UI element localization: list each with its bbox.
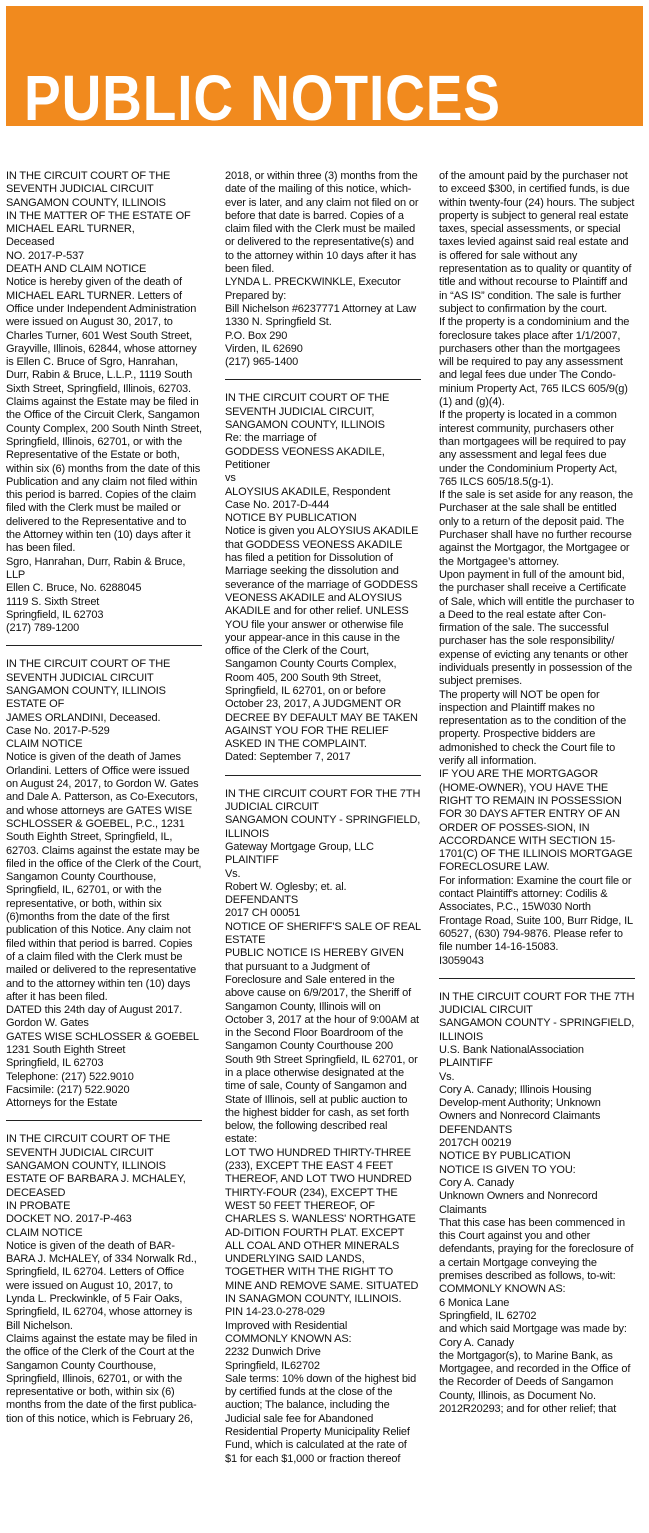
legal-notice bbox=[6, 658, 202, 1110]
notice-line: Notice is given you ALOYSIUS AKADILE that GODDESS VEONESS AKADILE has filed a petition for Dissolution of Marriage seeking the dissolution and severance of the marriage of GODDESS VEONESS AKADILE and ALOYSIUS AKADILE and for other relief. UNLESS YOU file your answer or otherwise file your appear-ance in this cause in the office of the Clerk of the Court, Sangamon County Courts Complex, Room 405, 200 South 9th Street, Springfield, IL 62701, on or before October 23, 2017, A JUDGMENT OR DECREE BY DEFAULT MAY BE TAKEN AGAINST YOU FOR THE RELIEF ASKED IN THE COMPLAINT. bbox=[225, 525, 419, 751]
notice-line: LOT TWO HUNDRED THIRTY-THREE (233), EXCEPT THE EAST 4 FEET THEREOF, AND LOT TWO HUNDRED THIRTY-FOUR (234), EXCEPT THE WEST 50 FEET THEREOF, OF CHARLES S. WANLESS' NORTHGATE AD-DITION FOURTH PLAT. EXCEPT ALL COAL AND OTHER MINERALS UNDERLYING SAID LANDS, TOGETHER WITH THE RIGHT TO MINE AND REMOVE SAME. SITUATED IN SANAGMON COUNTY, ILLINOIS. bbox=[225, 1146, 419, 1306]
notice-line: DEFENDANTS bbox=[439, 1123, 513, 1136]
notice-line: COMMONLY KNOWN AS: bbox=[225, 1332, 352, 1345]
notice-line: ESTATE OF bbox=[6, 698, 65, 711]
notice-line: Case No. 2017-P-529 bbox=[6, 724, 110, 737]
legal-notice bbox=[439, 170, 635, 968]
notice-line: PLAINTIFF bbox=[225, 854, 279, 867]
notice-line: Facsimile: (217) 522.9020 bbox=[6, 1083, 130, 1096]
notice-line: Re: the marriage of bbox=[225, 432, 317, 445]
notice-line: LYNDA L. PRECKWINKLE, Executor bbox=[225, 276, 401, 289]
column-2 bbox=[225, 170, 421, 1528]
notice-divider bbox=[6, 1120, 202, 1121]
notice-line: SANGAMON COUNTY, ILLINOIS bbox=[6, 196, 166, 209]
legal-notice bbox=[225, 392, 421, 764]
notice-line: IN THE MATTER OF THE ESTATE OF MICHAEL EARL TURNER, bbox=[6, 209, 191, 236]
notice-line: If the sale is set aside for any reason, the Purchaser at the sale shall be entitled only to a return of the deposit paid. The Purchaser shall have no further recourse against the Mortgagor, the Mortgagee or the Mortgagee’s attorney. bbox=[439, 489, 633, 568]
notice-line: 2018, or within three (3) months from the date of the mailing of this notice, which-ever is later, and any claim not filed on or before that date is barred. Copies of a claim filed with the Clerk must be mailed or delivered to the representative(s) and to the attorney within 10 days after it has been filed. bbox=[225, 170, 419, 276]
notice-line: Sgro, Hanrahan, Durr, Rabin & Bruce, LLP bbox=[6, 555, 186, 581]
notice-line: Springfield, IL 62702 bbox=[439, 1309, 537, 1322]
notice-line: of the amount paid by the purchaser not to exceed $300, in certified funds, is due within twenty-four (24) hours. The subject property is subject to general real estate taxes, special assessments, or special taxes levied against said real estate and is offered for sale without any representation as to quality or quantity of title and without recourse to Plaintiff and in “AS IS” condition. The sale is further subject to confirmation by the court. bbox=[439, 170, 635, 315]
page-title: PUBLIC NOTICES bbox=[24, 62, 501, 134]
notice-line: Attorneys for the Estate bbox=[6, 1097, 118, 1110]
notice-line: Cory A. Canady bbox=[439, 1336, 514, 1349]
notice-line: the Mortgagor(s), to Marine Bank, as Mortgagee, and recorded in the Office of the Recorder of Deeds of Sangamon County, Illinois, as Document No. 2012R20293; and for other relief; that bbox=[439, 1349, 631, 1416]
notice-line: If the property is a condominium and the foreclosure takes place after 1/1/2007, purchasers other than the mortgagees will be required to pay any assessment and legal fees due under The Condo-minium Property Act, 765 ILCS 605/9(g) (1) and (g)(4). bbox=[439, 316, 630, 409]
notice-line: Bill Nichelson #6237771 Attorney at Law bbox=[225, 302, 417, 315]
notice-line: Notice is given of the death of James Orlandini. Letters of Office were issued on August 24, 2017, to Gordon W. Gates and Dale A. Patterson, as Co-Executors, and whose attorneys are GATES WISE SCHLOSSER & GOEBEL, P.C., 1231 South Eighth Street, Springfield, IL, 62703. Claims against the estate may be filed in the office of the Clerk of the Court, Sangamon County Courthouse, Springfield, IL, 62701, or with the representative, or both, within six (6)months from the date of the first publication of this Notice. Any claim not filed within that period is barred. Copies of a claim filed with the Clerk must be mailed or delivered to the representative and to the attorney within ten (10) days after it has been filed. bbox=[6, 751, 202, 1003]
notice-divider bbox=[439, 978, 635, 979]
notice-line: Notice is hereby given of the death of MICHAEL EARL TURNER. Letters of Office under Independent Administration were issued on August 30, 2017, to Charles Turner, 601 West South Street, Grayville, Illinois, 62844, whose attorney is Ellen C. Bruce of Sgro, Hanrahan, Durr, Rabin & Bruce, L.L.P., 1119 South Sixth Street, Springfield, Illinois, 62703. Claims against the Estate may be filed in the Office of the Circuit Clerk, Sangamon County Complex, 200 South Ninth Street, Springfield, Illinois, 62701, or with the Representative of the Estate or both, within six (6) months from the date of this Publication and any claim not filed within this period is barred. Copies of the claim filed with the Clerk must be mailed or delivered to the Representative and to the Attorney within ten (10) days after it has been filed. bbox=[6, 276, 202, 555]
notice-line: Ellen C. Bruce, No. 6288045 bbox=[6, 582, 142, 595]
notice-divider bbox=[225, 775, 421, 776]
notice-line: CLAIM NOTICE bbox=[6, 738, 83, 751]
notice-line: Prepared by: bbox=[225, 289, 287, 302]
notice-line: NOTICE IS GIVEN TO YOU: bbox=[439, 1163, 576, 1176]
notice-line: Springfield, IL62702 bbox=[225, 1359, 320, 1372]
notice-line: DEFENDANTS bbox=[225, 894, 299, 907]
legal-notice bbox=[225, 788, 421, 1466]
notice-line: SANGAMON COUNTY - SPRINGFIELD, ILLINOIS bbox=[225, 814, 421, 840]
notice-line: CLAIM NOTICE bbox=[6, 1226, 83, 1239]
notice-line: IN PROBATE bbox=[6, 1199, 71, 1212]
notice-line: JAMES ORLANDINI, Deceased. bbox=[6, 711, 161, 724]
notice-line: Springfield, IL 62703 bbox=[6, 608, 104, 621]
notice-line: Deceased bbox=[6, 236, 55, 249]
notice-line: PLAINTIFF bbox=[439, 1057, 493, 1070]
notice-line: That this case has been commenced in this Court against you and other defendants, praying for the foreclosure of a certain Mortgage conveying the premises described as follows, to-wit: bbox=[439, 1216, 634, 1283]
notice-line: Cory A. Canady; Illinois Housing Develop-ment Authority; Unknown Owners and Nonrecord Claimants bbox=[439, 1083, 601, 1123]
notice-line: 1119 S. Sixth Street bbox=[6, 595, 100, 608]
notice-line: NOTICE BY PUBLICATION bbox=[439, 1150, 571, 1163]
notice-line: DOCKET NO. 2017-P-463 bbox=[6, 1213, 132, 1226]
notice-line: Vs. bbox=[439, 1070, 455, 1083]
column-3 bbox=[439, 170, 635, 1528]
notice-line: GODDESS VEONESS AKADILE, Petitioner bbox=[225, 445, 385, 471]
notice-line: COMMONLY KNOWN AS: bbox=[439, 1283, 566, 1296]
notice-line: 2017 CH 00051 bbox=[225, 907, 301, 920]
notice-line: Gateway Mortgage Group, LLC bbox=[225, 840, 374, 853]
notice-line: If the property is located in a common interest community, purchasers other than mortgagees will be required to pay any assessment and legal fees due under the Condominium Property Act, 765 ILCS 605/18.5(g-1). bbox=[439, 409, 626, 488]
notice-divider bbox=[225, 379, 421, 380]
notice-line: Unknown Owners and Nonrecord Claimants bbox=[439, 1190, 598, 1216]
notice-line: NOTICE OF SHERIFF'S SALE OF REAL ESTATE bbox=[225, 920, 421, 947]
notice-line: Improved with Residential bbox=[225, 1319, 348, 1332]
legal-notice bbox=[6, 170, 202, 635]
notice-line: PUBLIC NOTICE IS HEREBY GIVEN that pursuant to a Judgment of Foreclosure and Sale entered in the above cause on 6/9/2017, the Sheriff of Sangamon County, Illinois will on October 3, 2017 at the hour of 9:00AM at in the Second Floor Boardroom of the Sangamon County Courthouse 200 South 9th Street Springfield, IL 62701, or in a place otherwise designated at the time of sale, County of Sangamon and State of Illinois, sell at public auction to the highest bidder for cash, as set forth below, the following described real estate: bbox=[225, 947, 419, 1146]
notice-line: I3059043 bbox=[439, 954, 484, 967]
notice-line: IN THE CIRCUIT COURT FOR THE 7TH JUDICIAL CIRCUIT bbox=[225, 787, 421, 814]
notice-line: DEATH AND CLAIM NOTICE bbox=[6, 263, 147, 276]
notice-line: The property will NOT be open for inspection and Plaintiff makes no representation as to the condition of the property. Prospective bidders are admonished to check the Court file to verify all information. bbox=[439, 688, 627, 768]
notice-line: (217) 789-1200 bbox=[6, 622, 80, 635]
notice-line: U.S. Bank NationalAssociation bbox=[439, 1044, 584, 1056]
notice-line: Case No. 2017-D-444 bbox=[225, 498, 330, 511]
notice-line: GATES WISE SCHLOSSER & GOEBEL bbox=[6, 1030, 199, 1043]
notice-divider bbox=[6, 645, 202, 646]
notice-line: Dated: September 7, 2017 bbox=[225, 751, 351, 764]
notice-line: P.O. Box 290 bbox=[225, 329, 288, 342]
notice-line: SANGAMON COUNTY - SPRINGFIELD, ILLINOIS bbox=[439, 1017, 635, 1043]
notice-line: DATED this 24th day of August 2017. bbox=[6, 1004, 183, 1017]
notice-line: Telephone: (217) 522.9010 bbox=[6, 1070, 134, 1083]
legal-notice bbox=[225, 170, 421, 369]
notice-line: IF YOU ARE THE MORTGAGOR (HOME-OWNER), YOU HAVE THE RIGHT TO REMAIN IN POSSESSION FOR 30 DAYS AFTER ENTRY OF AN ORDER OF POSSES-SION, IN ACCORDANCE WITH SECTION 15-1701(C) OF THE ILLINOIS MORTGAGE FORECLOSURE LAW. bbox=[439, 768, 633, 874]
column-1 bbox=[6, 170, 202, 1528]
notice-line: NOTICE BY PUBLICATION bbox=[225, 512, 357, 525]
notice-line: Virden, IL 62690 bbox=[225, 342, 303, 355]
notice-line: Upon payment in full of the amount bid, the purchaser shall receive a Certificate of Sale, which will entitle the purchaser to a Deed to the real estate after Con-firmation of the sale. The successful purchaser has the sole responsibility/ expense of evicting any tenants or other individuals presently in possession of the subject premises. bbox=[439, 568, 635, 688]
notice-line: ALOYSIUS AKADILE, Respondent bbox=[225, 485, 391, 498]
legal-notice bbox=[6, 1133, 202, 1426]
notice-line: Claims against the estate may be filed in the office of the Clerk of the Court at the Sangamon County Courthouse, Springfield, Illinois, 62701, or with the representative or both, within six (6) months from the date of the first publica-tion of this notice, which is February 26, bbox=[6, 1332, 198, 1425]
notice-line: 2017CH 00219 bbox=[439, 1137, 512, 1150]
notice-line: Robert W. Oglesby; et. al. bbox=[225, 880, 347, 893]
legal-notice bbox=[439, 991, 635, 1417]
notice-line: IN THE CIRCUIT COURT OF THE SEVENTH JUDICIAL CIRCUIT bbox=[6, 170, 171, 196]
notice-line: IN THE CIRCUIT COURT OF THE SEVENTH JUDICIAL CIRCUIT SANGAMON COUNTY, ILLINOIS bbox=[6, 1133, 171, 1173]
notice-line: and which said Mortgage was made by: bbox=[439, 1323, 627, 1336]
notice-line: 2232 Dunwich Drive bbox=[225, 1346, 321, 1359]
notice-line: (217) 965-1400 bbox=[225, 356, 299, 369]
notice-line: IN THE CIRCUIT COURT FOR THE 7TH JUDICIAL CIRCUIT bbox=[439, 990, 635, 1017]
notice-line: Cory A. Canady bbox=[439, 1176, 514, 1189]
notice-line: 6 Monica Lane bbox=[439, 1296, 510, 1309]
notice-line: Springfield, IL 62703 bbox=[6, 1057, 104, 1070]
notice-line: vs bbox=[225, 472, 236, 485]
notice-line: Gordon W. Gates bbox=[6, 1017, 89, 1030]
notice-line: NO. 2017-P-537 bbox=[6, 249, 84, 262]
notice-line: 1330 N. Springfield St. bbox=[225, 316, 332, 329]
notice-line: For information: Examine the court file or contact Plaintiff's attorney: Codilis & Associates, P.C., 15W030 North Frontage Road, Suite 100, Burr Ridge, IL 60527, (630) 794-9876. Please refer to file number 14-16-15083. bbox=[439, 874, 633, 954]
notice-line: SANGAMON COUNTY, ILLINOIS bbox=[6, 684, 166, 697]
public-notices-banner bbox=[6, 6, 643, 134]
notice-line: 1231 South Eighth Street bbox=[6, 1044, 126, 1056]
notice-line: IN THE CIRCUIT COURT OF THE SEVENTH JUDICIAL CIRCUIT, SANGAMON COUNTY, ILLINOIS bbox=[225, 392, 390, 432]
notice-line: PIN 14-23.0-278-029 bbox=[225, 1306, 325, 1319]
notice-line: Sale terms: 10% down of the highest bid by certified funds at the close of the auction; The balance, including the Judicial sale fee for Abandoned Residential Property Municipality Relief Fund, which is calculated at the rate of $1 for each $1,000 or fraction thereof bbox=[225, 1372, 417, 1465]
notice-line: IN THE CIRCUIT COURT OF THE SEVENTH JUDICIAL CIRCUIT bbox=[6, 658, 171, 684]
notice-line: ESTATE OF BARBARA J. MCHALEY, DECEASED bbox=[6, 1173, 186, 1199]
notice-line: Vs. bbox=[225, 867, 241, 880]
notice-line: Notice is given of the death of BAR-BARA J. McHALEY, of 334 Norwalk Rd., Springfield, IL 62704. Letters of Office were issued on August 10, 2017, to Lynda L. Preckwinkle, of 5 Fair Oaks, Springfield, IL 62704, whose attorney is Bill Nichelson. bbox=[6, 1239, 197, 1332]
